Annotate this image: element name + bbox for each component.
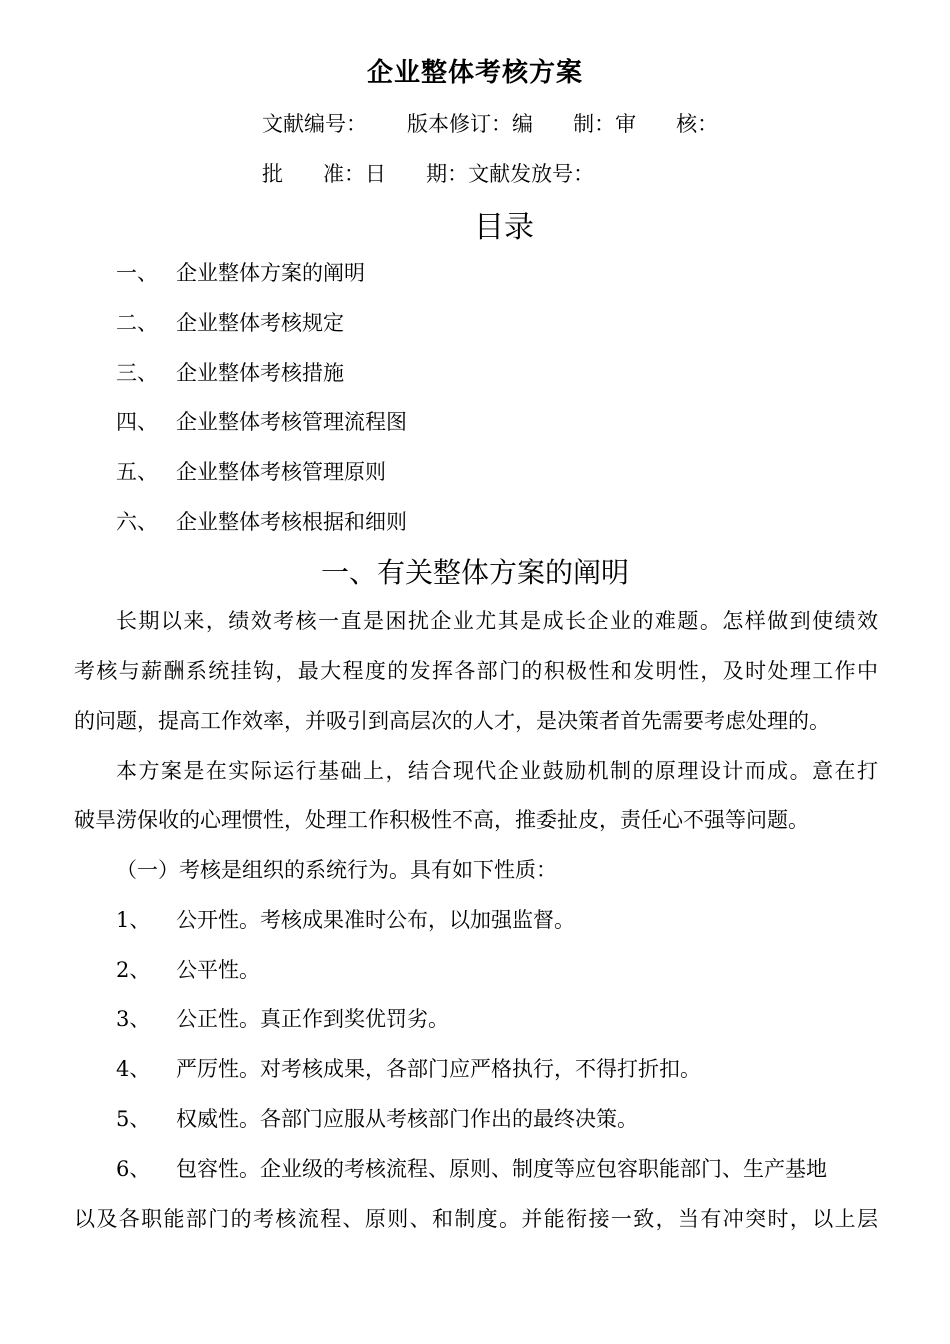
toc-item bbox=[116, 257, 365, 287]
toc-title: 目录 bbox=[474, 210, 534, 245]
list-item-number: 4、 bbox=[116, 1057, 151, 1081]
sub-heading: （一）考核是组织的系统行为。具有如下性质： bbox=[116, 858, 557, 882]
toc-item bbox=[116, 506, 407, 536]
toc-item-label: 企业整体考核根据和细则 bbox=[176, 510, 407, 534]
toc-item bbox=[116, 456, 386, 486]
list-item-number: 1、 bbox=[116, 908, 151, 932]
list-item-text: 公平性。 bbox=[176, 958, 260, 982]
list-item-text: 公开性。考核成果准时公布，以加强监督。 bbox=[176, 908, 575, 932]
document-meta-line-1: 文献编号： 版本修订：编 制：审 核： bbox=[262, 112, 719, 136]
document-title: 企业整体考核方案 bbox=[366, 58, 583, 88]
list-item-text: 包容性。企业级的考核流程、原则、制度等应包容职能部门、生产基地 bbox=[176, 1157, 827, 1181]
list-item bbox=[116, 1003, 449, 1033]
toc-item-number: 四、 bbox=[116, 410, 158, 434]
toc-item-label: 企业整体考核管理流程图 bbox=[176, 410, 407, 434]
toc-item-number: 五、 bbox=[116, 460, 158, 484]
toc-item-label: 企业整体考核规定 bbox=[176, 311, 344, 335]
toc-item-number: 二、 bbox=[116, 311, 158, 335]
list-item-number: 6、 bbox=[116, 1157, 151, 1181]
list-item-text: 权威性。各部门应服从考核部门作出的最终决策。 bbox=[176, 1107, 638, 1131]
list-item-text: 公正性。真正作到奖优罚劣。 bbox=[176, 1007, 449, 1031]
paragraph-line: 本方案是在实际运行基础上，结合现代企业鼓励机制的原理设计而成。意在打 bbox=[116, 759, 878, 783]
toc-item-number: 三、 bbox=[116, 361, 158, 385]
list-item bbox=[116, 904, 575, 934]
list-item bbox=[116, 1153, 827, 1183]
toc-item-number: 一、 bbox=[116, 261, 158, 285]
toc-item-label: 企业整体方案的阐明 bbox=[176, 261, 365, 285]
paragraph-line: 以及各职能部门的考核流程、原则、和制度。并能衔接一致，当有冲突时，以上层 bbox=[74, 1207, 878, 1231]
section-title: 一、有关整体方案的阐明 bbox=[320, 556, 629, 589]
document-meta-line-2: 批 准：日 期：文献发放号： bbox=[262, 162, 595, 186]
list-item bbox=[116, 1053, 701, 1083]
toc-item bbox=[116, 307, 344, 337]
toc-item bbox=[116, 357, 344, 387]
list-item bbox=[116, 1103, 638, 1133]
toc-item-label: 企业整体考核措施 bbox=[176, 361, 344, 385]
toc-item-number: 六、 bbox=[116, 510, 158, 534]
list-item-number: 2、 bbox=[116, 958, 151, 982]
paragraph-line: 长期以来，绩效考核一直是困扰企业尤其是成长企业的难题。怎样做到使绩效 bbox=[116, 609, 878, 633]
list-item bbox=[116, 954, 260, 984]
toc-item-label: 企业整体考核管理原则 bbox=[176, 460, 386, 484]
paragraph-line: 破旱涝保收的心理惯性，处理工作积极性不高，推委扯皮，责任心不强等问题。 bbox=[74, 808, 809, 832]
list-item-text: 严厉性。对考核成果，各部门应严格执行，不得打折扣。 bbox=[176, 1057, 701, 1081]
toc-item bbox=[116, 406, 407, 436]
paragraph-line: 的问题，提高工作效率，并吸引到高层次的人才，是决策者首先需要考虑处理的。 bbox=[74, 709, 830, 733]
paragraph-line: 考核与薪酬系统挂钩，最大程度的发挥各部门的积极性和发明性，及时处理工作中 bbox=[74, 659, 878, 683]
list-item-number: 5、 bbox=[116, 1107, 151, 1131]
list-item-number: 3、 bbox=[116, 1007, 151, 1031]
